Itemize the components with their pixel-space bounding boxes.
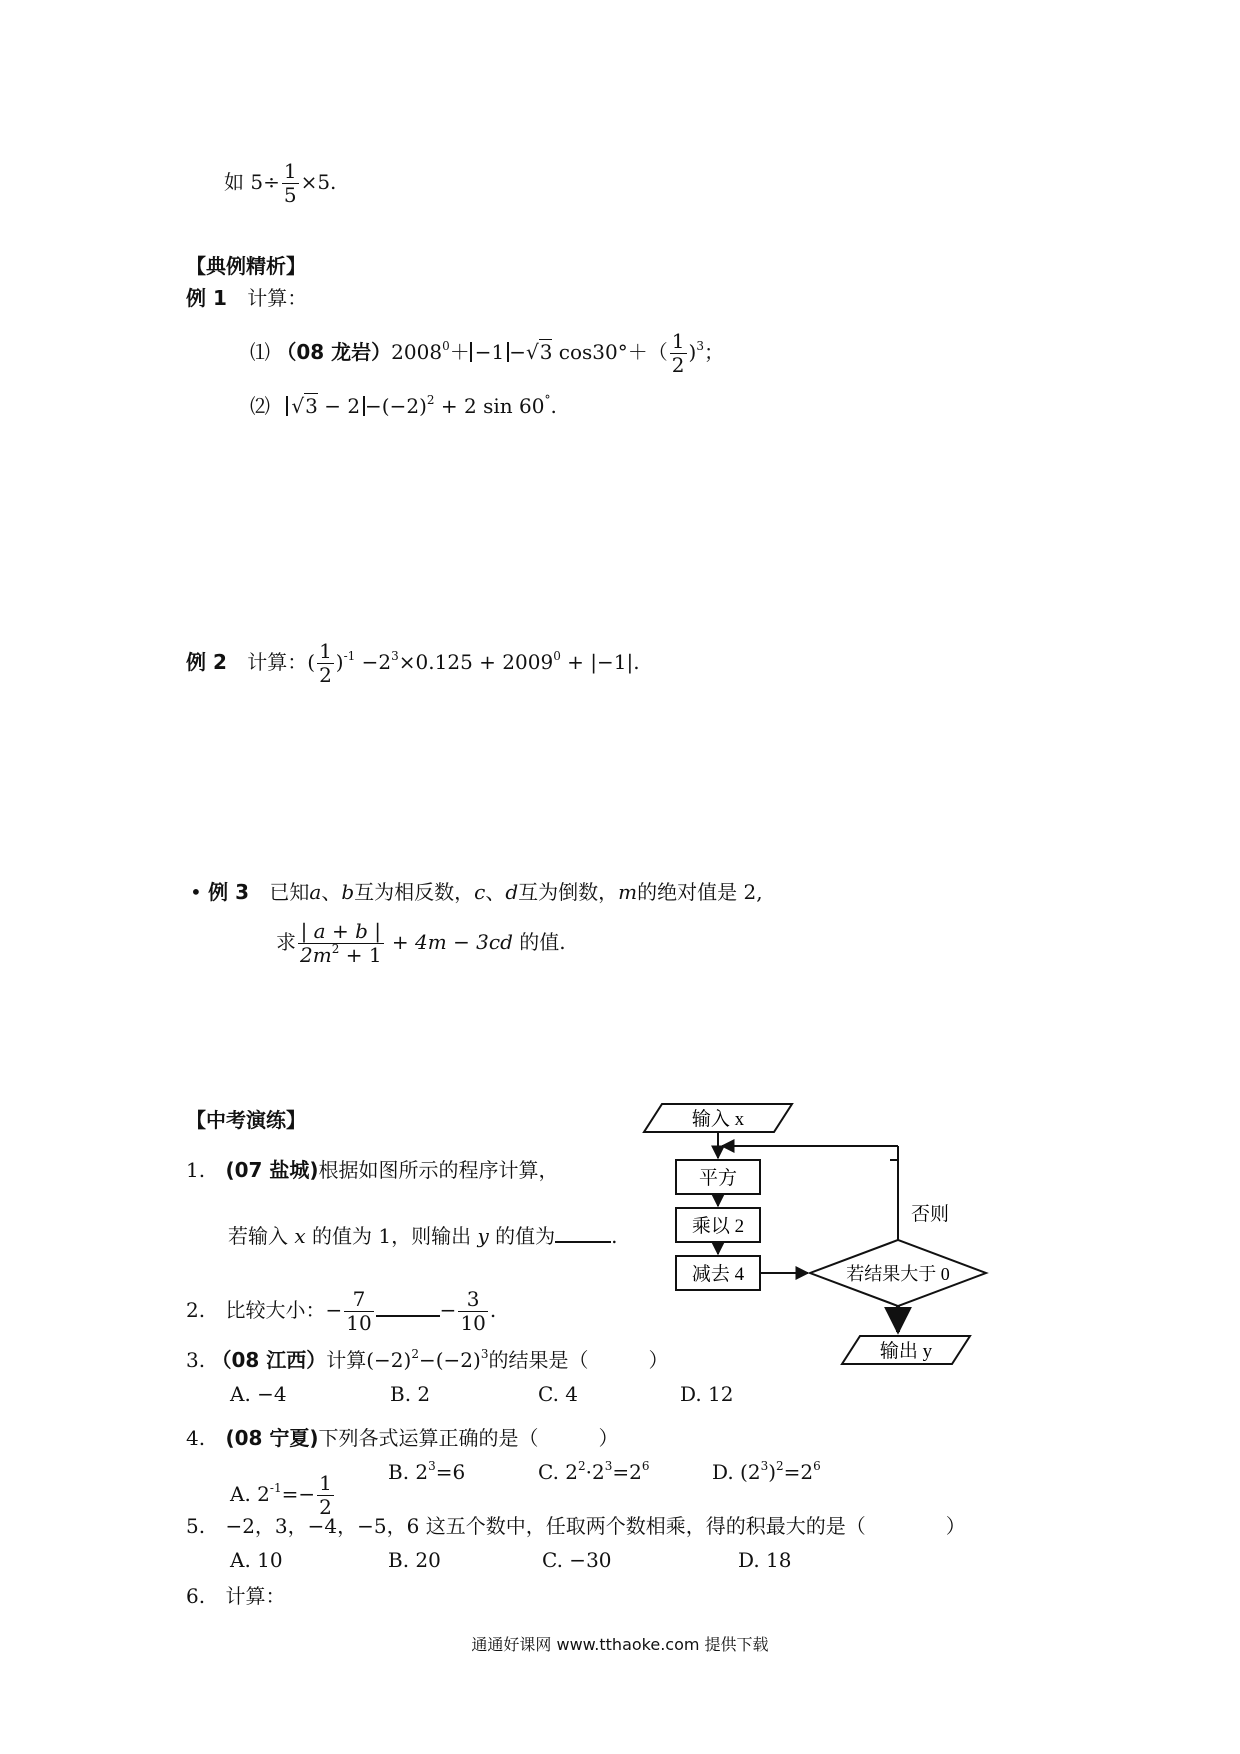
expr-text: ×0.125 + 2009 xyxy=(398,650,554,674)
exponent: 2 xyxy=(411,1347,419,1361)
frac-denominator: 10 xyxy=(346,1311,372,1335)
example-1-part-2 xyxy=(250,393,557,418)
absolute-value xyxy=(286,396,365,416)
source-tag: (08 宁夏) xyxy=(225,1426,319,1450)
exponent: 2 xyxy=(331,942,340,956)
question-4-option-d[interactable] xyxy=(712,1459,821,1484)
option-text: ) xyxy=(768,1460,777,1484)
source-tag: (07 盐城) xyxy=(225,1158,319,1182)
expr-text: ； xyxy=(703,340,724,364)
expr-text: − 2 xyxy=(317,394,361,418)
sqrt-radicand: 3 xyxy=(305,394,318,418)
fraction xyxy=(670,330,687,377)
section-practice-heading: 【中考演练】 xyxy=(186,1108,306,1132)
frac-numerator: 3 xyxy=(466,1287,480,1311)
fraction xyxy=(344,1288,373,1335)
section-examples-heading: 【典例精析】 xyxy=(186,254,306,278)
option-text: =− xyxy=(281,1482,316,1506)
expr-text: + 2 sin 60 xyxy=(440,394,545,418)
frac-denominator: 2 xyxy=(671,353,685,377)
question-text: 根据如图所示的程序计算， xyxy=(318,1158,559,1182)
answer-blank[interactable] xyxy=(376,1315,440,1317)
bullet: • xyxy=(190,880,202,904)
question-text: −(−2) xyxy=(418,1348,481,1372)
source-tag: （08 龙岩） xyxy=(276,340,392,364)
exponent: 3 xyxy=(480,1347,489,1361)
question-number: 2. xyxy=(186,1298,206,1322)
expr-text: + 1 xyxy=(339,943,382,967)
fraction xyxy=(317,640,334,687)
question-text: 的值为 xyxy=(495,1224,556,1248)
input-label: 输入 x xyxy=(691,1109,745,1130)
variable: c xyxy=(474,880,486,904)
question-6 xyxy=(186,1586,285,1606)
intro-prefix: 如 5÷ xyxy=(224,170,280,194)
expr-text: 2008 xyxy=(391,340,443,364)
question-text: . xyxy=(489,1298,497,1322)
sqrt-symbol: √ xyxy=(291,394,305,418)
variable: y xyxy=(477,1224,489,1248)
question-1-line-1 xyxy=(186,1160,559,1180)
question-3-option-a[interactable]: A. −4 xyxy=(230,1382,287,1406)
example-1-header xyxy=(186,288,307,308)
answer-blank[interactable] xyxy=(555,1241,611,1243)
variable: d xyxy=(505,880,519,904)
sqrt-radicand: 3 xyxy=(539,340,553,364)
question-text: − xyxy=(439,1298,457,1322)
variable: a xyxy=(309,880,322,904)
exponent: 3 xyxy=(391,649,399,663)
question-5-option-b[interactable]: B. 20 xyxy=(388,1548,441,1572)
question-text: 的值为 1，则输出 xyxy=(312,1224,472,1248)
frac-numerator: 1 xyxy=(319,1471,332,1495)
example-3-line-1 xyxy=(190,882,763,902)
expr-text: . xyxy=(550,394,557,418)
fraction xyxy=(298,920,384,967)
question-4 xyxy=(186,1428,619,1448)
variable: m xyxy=(618,880,638,904)
expr-text: cos30°＋（ xyxy=(558,340,668,364)
example-1-prompt: 计算： xyxy=(247,286,308,310)
question-text: 下列各式运算正确的是（ ） xyxy=(318,1426,619,1450)
example-2-label: 例 2 xyxy=(186,650,227,674)
exponent: ° xyxy=(544,393,551,407)
intro-fraction xyxy=(282,160,299,207)
frac-denominator xyxy=(298,943,384,967)
example-2 xyxy=(186,640,640,687)
frac-denominator: 5 xyxy=(283,183,297,207)
text: 互为相反数， xyxy=(354,880,475,904)
exponent: 3 xyxy=(428,1459,436,1473)
option-text: D. (2 xyxy=(712,1460,761,1484)
question-number: 1. xyxy=(186,1158,206,1182)
question-3-option-b[interactable]: B. 2 xyxy=(390,1382,431,1406)
expr-text: −(−2) xyxy=(365,394,427,418)
question-text: . xyxy=(611,1224,618,1248)
source-tag: （08 江西） xyxy=(211,1348,327,1372)
intro-line xyxy=(224,160,336,207)
else-loop-line xyxy=(890,1160,898,1240)
exponent: 3 xyxy=(696,339,704,353)
question-3 xyxy=(186,1347,669,1372)
frac-numerator: 1 xyxy=(319,639,332,663)
question-text: 比较大小：− xyxy=(225,1298,343,1322)
question-number: 4. xyxy=(186,1426,206,1450)
option-text: C. 2 xyxy=(538,1460,579,1484)
page-footer: 通通好课网 www.tthaoke.com 提供下载 xyxy=(471,1635,769,1654)
question-text: 若输入 xyxy=(228,1224,288,1248)
frac-denominator: 10 xyxy=(460,1311,486,1335)
subtract-label: 减去 4 xyxy=(691,1264,745,1285)
question-3-option-c[interactable]: C. 4 xyxy=(538,1382,579,1406)
exponent: 0 xyxy=(442,339,450,353)
variable: x xyxy=(294,1224,306,1248)
exponent: 2 xyxy=(776,1459,784,1473)
program-flowchart xyxy=(640,1100,1010,1400)
text: 的值. xyxy=(519,930,566,954)
exponent: 0 xyxy=(553,649,561,663)
question-number: 3. xyxy=(186,1348,206,1372)
text: 已知 xyxy=(269,880,310,904)
exponent: 6 xyxy=(813,1459,821,1473)
expr-text: 2m xyxy=(300,943,332,967)
expr-text: 计算：( xyxy=(247,650,316,674)
exponent: -1 xyxy=(343,649,356,663)
option-text: ·2 xyxy=(585,1460,605,1484)
question-number: 6. xyxy=(186,1584,206,1608)
frac-numerator: 7 xyxy=(352,1287,366,1311)
question-1-line-2 xyxy=(228,1226,617,1246)
text: 、 xyxy=(485,880,506,904)
text: 互为倒数， xyxy=(518,880,619,904)
else-label: 否则 xyxy=(910,1204,950,1225)
question-5 xyxy=(186,1516,966,1536)
decision-label: 若结果大于 0 xyxy=(846,1264,950,1284)
absolute-value: −1 xyxy=(470,342,509,362)
expr-text: − xyxy=(509,340,526,364)
question-5-option-d[interactable]: D. 18 xyxy=(738,1548,792,1572)
expr-text: ＋ xyxy=(449,340,470,364)
frac-denominator: 2 xyxy=(319,663,332,687)
frac-numerator: 1 xyxy=(671,329,685,353)
example-1-part-1 xyxy=(250,330,724,377)
question-number: 5. xyxy=(186,1514,206,1538)
question-text: 计算： xyxy=(225,1584,286,1608)
exponent: 3 xyxy=(760,1459,769,1473)
option-text: =2 xyxy=(612,1460,642,1484)
question-3-option-d[interactable]: D. 12 xyxy=(680,1382,734,1406)
option-text: A. 2 xyxy=(230,1482,270,1506)
frac-denominator: 2 xyxy=(319,1495,332,1519)
question-text: −2，3，−4，−5，6 这五个数中，任取两个数相乘，得的积最大的是（ ） xyxy=(225,1514,966,1538)
example-1-label: 例 1 xyxy=(186,286,227,310)
output-label: 输出 y xyxy=(879,1341,933,1362)
expr-text: + 4m − 3cd xyxy=(385,930,513,954)
question-4-option-a[interactable] xyxy=(230,1472,336,1519)
expr-text: ) xyxy=(688,340,697,364)
sqrt-symbol: √ xyxy=(525,340,539,364)
example-3-label: 例 3 xyxy=(208,880,250,904)
question-text: 的结果是（ ） xyxy=(488,1348,669,1372)
question-4-option-c[interactable] xyxy=(538,1459,650,1484)
option-text: B. 2 xyxy=(388,1460,429,1484)
multiply-label: 乘以 2 xyxy=(691,1216,745,1237)
text: 、 xyxy=(321,880,342,904)
expr-text: + |−1|. xyxy=(560,650,640,674)
question-text: 计算(−2) xyxy=(326,1348,412,1372)
expr-text: −2 xyxy=(361,650,392,674)
question-2 xyxy=(186,1288,496,1335)
intro-suffix: ×5. xyxy=(300,170,337,194)
part-number: ⑵ xyxy=(250,394,270,418)
fraction xyxy=(317,1472,334,1519)
frac-numerator: | a + b | xyxy=(300,919,381,943)
fraction xyxy=(458,1288,487,1335)
text: 求 xyxy=(276,930,296,954)
variable: b xyxy=(341,880,355,904)
example-3-line-2 xyxy=(276,920,566,967)
exponent: 3 xyxy=(604,1459,613,1473)
text: 的绝对值是 2, xyxy=(637,880,763,904)
exponent: 2 xyxy=(426,393,435,407)
exponent: 6 xyxy=(641,1459,650,1473)
square-label: 平方 xyxy=(698,1168,738,1189)
part-number: ⑴ xyxy=(250,340,270,364)
exponent: -1 xyxy=(269,1481,282,1495)
frac-numerator: 1 xyxy=(283,159,297,183)
question-5-option-c[interactable]: C. −30 xyxy=(542,1548,612,1572)
question-4-option-b[interactable] xyxy=(388,1459,466,1484)
exponent: 2 xyxy=(578,1459,586,1473)
option-text: =6 xyxy=(435,1460,466,1484)
expr-text: ) xyxy=(335,650,344,674)
option-text: =2 xyxy=(783,1460,814,1484)
question-5-option-a[interactable]: A. 10 xyxy=(230,1548,283,1572)
